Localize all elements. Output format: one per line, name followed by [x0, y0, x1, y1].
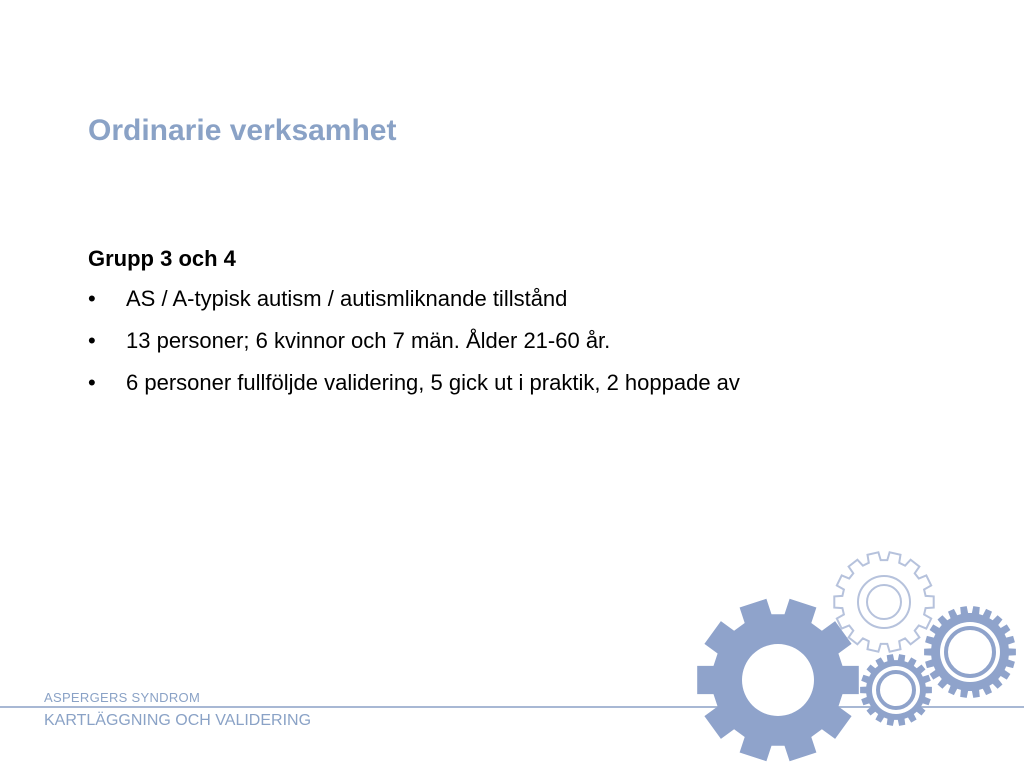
section-heading: Grupp 3 och 4 — [88, 246, 236, 271]
bullet-dot-icon: • — [88, 370, 96, 395]
right-gear-icon — [924, 606, 1016, 698]
slide-title: Ordinarie verksamhet — [88, 114, 397, 147]
bullet-text: 13 personer; 6 kvinnor och 7 män. Ålder 21-60 år. — [126, 328, 611, 353]
footer-title: KARTLÄGGNING OCH VALIDERING — [44, 712, 312, 729]
bullet-list — [88, 286, 740, 396]
gears-icon — [690, 540, 1024, 768]
bullet-item — [88, 370, 740, 396]
footer-subtitle: ASPERGERS SYNDROM — [44, 690, 201, 705]
bullet-item — [88, 328, 740, 354]
bullet-dot-icon: • — [88, 328, 96, 353]
bullet-text: AS / A-typisk autism / autismliknande tillstånd — [126, 286, 568, 311]
bullet-dot-icon: • — [88, 286, 96, 311]
bullet-item — [88, 286, 740, 312]
slide-content — [88, 246, 740, 412]
outline-gear-icon — [834, 552, 933, 651]
large-gear-icon — [697, 599, 859, 761]
small-gear-icon — [860, 654, 932, 726]
bullet-text: 6 personer fullföljde validering, 5 gick ut i praktik, 2 hoppade av — [126, 370, 740, 395]
